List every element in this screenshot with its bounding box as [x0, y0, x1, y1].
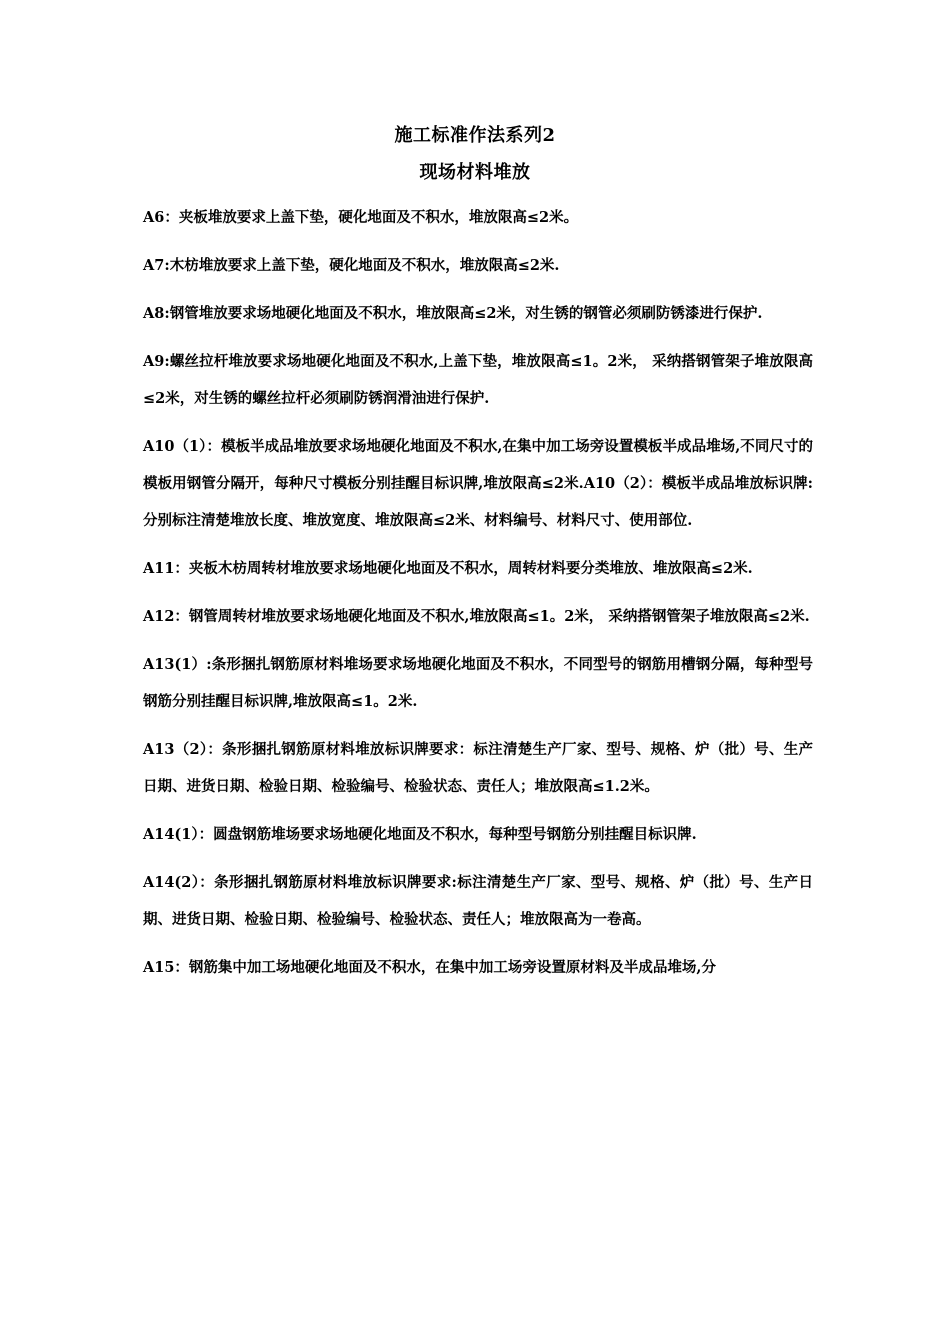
document-subtitle: 现场材料堆放 — [419, 162, 531, 183]
paragraph-a11: A11：夹板木枋周转材堆放要求场地硬化地面及不积水，周转材料要分类堆放、堆放限高≤2米. — [143, 560, 753, 577]
paragraph-a14-2: A14(2）：条形捆扎钢筋原材料堆放标识牌要求:标注清楚生产厂家、型号、规格、炉（批）号、生产日期、进货日期、检验日期、检验编号、检验状态、责任人；堆放限高为一卷高。 — [143, 874, 813, 928]
paragraph-a14-1: A14(1）：圆盘钢筋堆场要求场地硬化地面及不积水，每种型号钢筋分别挂醒目标识牌. — [143, 826, 697, 843]
paragraph-a12: A12：钢管周转材堆放要求场地硬化地面及不积水,堆放限高≤1。2米， 采纳搭钢管架子堆放限高≤2米. — [143, 608, 810, 625]
paragraph-a7: A7:木枋堆放要求上盖下垫，硬化地面及不积水，堆放限高≤2米. — [143, 257, 560, 274]
document-title: 施工标准作法系列2 — [394, 125, 556, 146]
paragraph-a13-1: A13(1）:条形捆扎钢筋原材料堆场要求场地硬化地面及不积水，不同型号的钢筋用槽钢分隔，每种型号钢筋分别挂醒目标识牌,堆放限高≤1。2米. — [143, 656, 813, 710]
paragraph-a8: A8:钢管堆放要求场地硬化地面及不积水，堆放限高≤2米，对生锈的钢管必须刷防锈漆进行保护. — [143, 305, 763, 322]
paragraph-a13-2: A13（2）：条形捆扎钢筋原材料堆放标识牌要求：标注清楚生产厂家、型号、规格、炉（批）号、生产日期、进货日期、检验日期、检验编号、检验状态、责任人；堆放限高≤1.2米。 — [143, 741, 813, 795]
paragraph-a10: A10（1）：模板半成品堆放要求场地硬化地面及不积水,在集中加工场旁设置模板半成品堆场,不同尺寸的模板用钢管分隔开，每种尺寸模板分别挂醒目标识牌,堆放限高≤2米.A10（2）：模板半成品堆放标识牌:分别标注清楚堆放长度、堆放宽度、堆放限高≤2米、材料编号、材料尺寸、使用部位. — [143, 438, 813, 529]
paragraph-a15: A15：钢筋集中加工场地硬化地面及不积水，在集中加工场旁设置原材料及半成品堆场,分 — [143, 959, 716, 976]
paragraph-a9: A9:螺丝拉杆堆放要求场地硬化地面及不积水,上盖下垫，堆放限高≤1。2米， 采纳搭钢管架子堆放限高≤2米，对生锈的螺丝拉杆必须刷防锈润滑油进行保护. — [143, 353, 813, 407]
document-body — [143, 199, 813, 997]
paragraph-a6: A6：夹板堆放要求上盖下垫，硬化地面及不积水，堆放限高≤2米。 — [143, 209, 579, 226]
